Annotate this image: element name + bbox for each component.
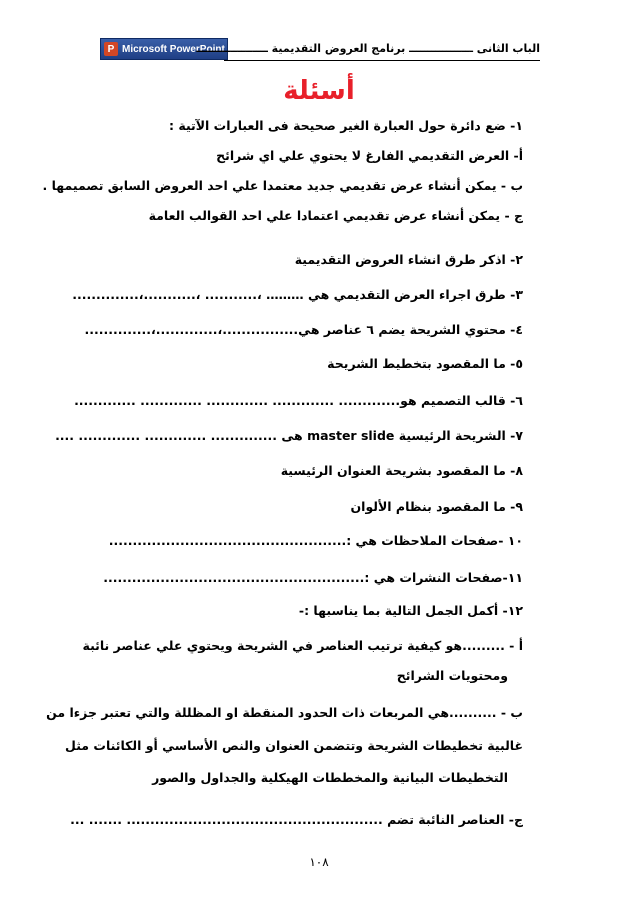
- header-underline: [224, 60, 540, 61]
- question-line: ٥- ما المقصود بتخطيط الشريحة: [327, 356, 523, 371]
- question-line: التخطيطات البيانية والمخططات الهيكلية والجداول والصور: [152, 770, 508, 785]
- question-line: ٨- ما المقصود بشريحة العنوان الرئيسية: [280, 463, 523, 478]
- question-line: ج - يمكن أنشاء عرض تقديمي اعتمادا علي احد القوالب العامة: [148, 208, 523, 223]
- question-line: أ - .........هو كيفية ترتيب العناصر في الشريحة ويحتوي علي عناصر نائبة: [82, 638, 523, 653]
- powerpoint-icon: P: [104, 42, 118, 56]
- question-line: ١٢- أكمل الجمل التالية بما يناسبها :-: [298, 603, 523, 618]
- question-line: غالبية تخطيطات الشريحة وتتضمن العنوان والنص الأساسي أو الكائنات مثل: [65, 738, 523, 753]
- page-header: [100, 38, 540, 64]
- question-line: ٣- طرق اجراء العرض التقديمي هي ……… ،........... ،...........،..............: [72, 287, 523, 302]
- question-line: ج- العناصر النائبة تضم ...................................................... ....... ...: [70, 812, 523, 827]
- question-line: ب - ..........هي المربعات ذات الحدود المنقطة او المظللة والتي تعتبر جزءا من: [46, 705, 523, 720]
- question-line: ١- ضع دائرة حول العبارة الغير صحيحة فى العبارات الآتية :: [169, 118, 523, 133]
- question-line: ٦- قالب التصميم هو............. ............. ............. ............. .............: [74, 393, 523, 408]
- question-line: ١١-صفحات النشرات هي :.......................................................: [103, 570, 523, 585]
- powerpoint-badge-label: Microsoft PowerPoint: [122, 43, 225, 55]
- question-line: ١٠ -صفحات الملاحظات هي :..................................................: [108, 533, 523, 548]
- header-chapter-text: الباب الثانى ـــــــــــــــــ برنامج العروض التقديمية ـــــــــــــــــــ: [196, 42, 540, 55]
- question-line: ٤- محتوي الشريحة يضم ٦ عناصر هي................،.............،..............: [84, 322, 523, 337]
- question-line: ومحتويات الشرائح: [396, 668, 508, 683]
- question-line: أ- العرض التقديمي الفارغ لا يحتوي علي اي شرائح: [216, 148, 523, 163]
- page-title: أسئلة: [283, 76, 355, 106]
- question-line: ٢- اذكر طرق انشاء العروض التقديمية: [294, 252, 523, 267]
- question-line: ٩- ما المقصود بنظام الألوان: [350, 499, 523, 514]
- question-line: ب - يمكن أنشاء عرض تقديمي جديد معتمدا علي احد العروض السابق تصميمها .: [42, 178, 523, 193]
- question-line: ٧- الشريحة الرئيسية master slide هى .............. ............. ............. ....: [55, 428, 523, 443]
- page-number: ١٠٨: [309, 855, 329, 869]
